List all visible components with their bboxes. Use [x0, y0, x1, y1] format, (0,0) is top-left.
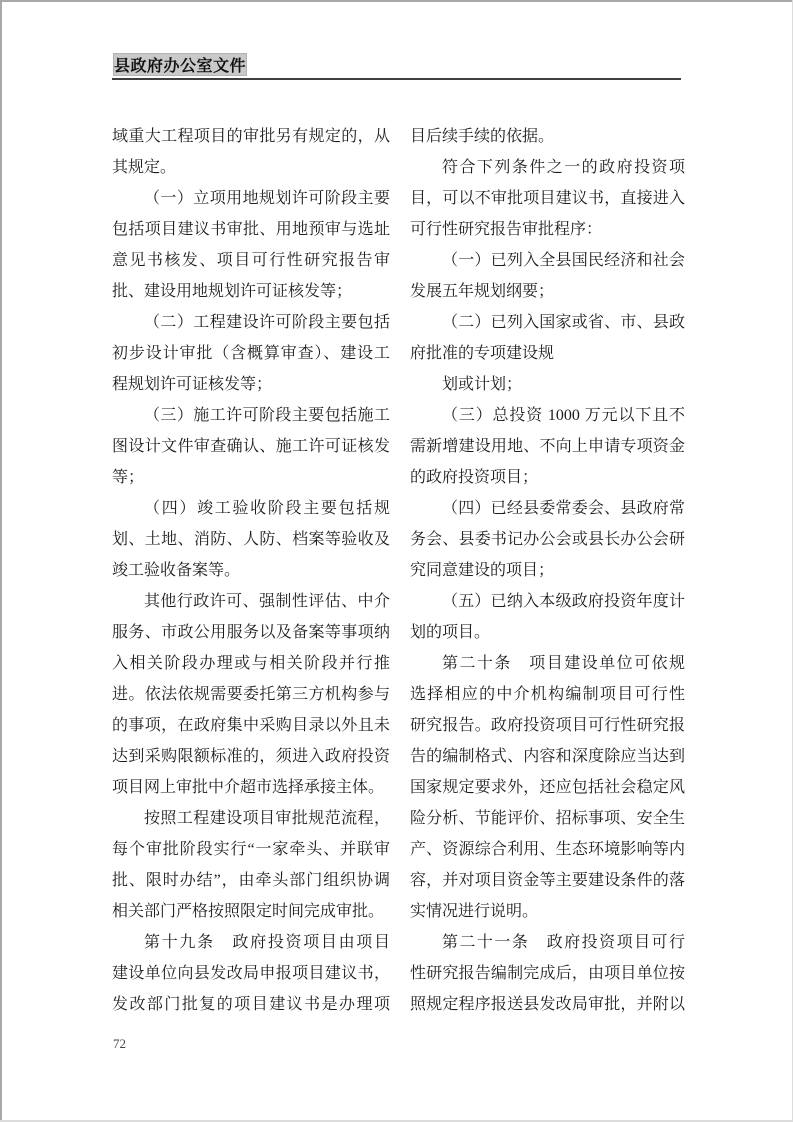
text-line: 图设计文件审查确认、施工许可证核发: [112, 438, 390, 455]
header-rule: [112, 78, 681, 80]
text-line: 包括项目建议书审批、用地预审与选址: [112, 221, 390, 238]
text-line: 批、限时办结”，由牵头部门组织协调: [112, 872, 390, 889]
text-line: （四）竣工验收阶段主要包括规: [144, 500, 390, 517]
left-column: [112, 121, 390, 1020]
text-line: （四）已经县委常委会、县政府常: [442, 500, 685, 517]
text-line: 竣工验收备案等。: [112, 562, 241, 579]
text-line: 建设单位向县发改局申报项目建议书，: [112, 965, 390, 982]
text-line: 选择相应的中介机构编制项目可行性: [410, 686, 685, 703]
text-line: 第二十条 项目建设单位可依规: [442, 655, 685, 672]
text-line: 研究报告。政府投资项目可行性研究报: [410, 717, 685, 734]
text-line: 第二十一条 政府投资项目可行: [442, 934, 685, 951]
text-line: 意见书核发、项目可行性研究报告审: [112, 252, 390, 269]
scan-edge-left: [0, 0, 2, 1122]
page-number: 72: [113, 1036, 126, 1051]
text-line: （二）工程建设许可阶段主要包括: [144, 314, 390, 331]
text-line: 的政府投资项目；: [410, 469, 539, 486]
text-line: （一）立项用地规划许可阶段主要: [144, 190, 390, 207]
text-line: 初步设计审批（含概算审查）、建设工: [112, 345, 390, 362]
text-line: （一）已列入全县国民经济和社会: [442, 252, 685, 269]
text-line: 产、资源综合利用、生态环境影响等内: [410, 841, 685, 858]
text-line: 发展五年规划纲要；: [410, 283, 555, 300]
text-line: 划或计划；: [442, 376, 523, 393]
text-line: 域重大工程项目的审批另有规定的，从: [112, 128, 390, 145]
text-line: 府批准的专项建设规: [410, 345, 555, 362]
right-column: [410, 121, 685, 1020]
text-line: 批、建设用地规划许可证核发等；: [112, 283, 353, 300]
text-line: 每个审批阶段实行“一家牵头、并联审: [112, 841, 390, 858]
scan-edge-top: [0, 0, 793, 2]
text-line: 告的编制格式、内容和深度除应当达到: [410, 748, 685, 765]
text-line: 险分析、节能评价、招标事项、安全生: [410, 810, 685, 827]
text-line: 入相关阶段办理或与相关阶段并行推: [112, 655, 390, 672]
text-line: 需新增建设用地、不向上申请专项资金: [410, 438, 685, 455]
text-line: 划的项目。: [410, 624, 491, 641]
text-line: 发改部门批复的项目建议书是办理项: [112, 996, 390, 1013]
text-line: 项目网上审批中介超市选择承接主体。: [112, 779, 385, 796]
text-line: 第十九条 政府投资项目由项目: [144, 934, 390, 951]
text-line: （三）总投资 1000 万元以下且不: [442, 407, 685, 424]
text-line: 究同意建设的项目；: [410, 562, 555, 579]
text-line: 国家规定要求外，还应包括社会稳定风: [410, 779, 685, 796]
text-line: （五）已纳入本级政府投资年度计: [442, 593, 685, 610]
text-line: 照规定程序报送县发改局审批，并附以: [410, 996, 685, 1013]
text-line: 程规划许可证核发等；: [112, 376, 273, 393]
text-line: 符合下列条件之一的政府投资项: [442, 159, 685, 176]
text-line: 的事项，在政府集中采购目录以外且未: [112, 717, 390, 734]
text-line: 可行性研究报告审批程序：: [410, 221, 603, 238]
text-line: 按照工程建设项目审批规范流程，: [144, 810, 390, 827]
text-line: 实情况进行说明。: [410, 903, 539, 920]
text-line: 其规定。: [112, 159, 177, 176]
text-line: 相关部门严格按照限定时间完成审批。: [112, 903, 385, 920]
document-header-label: 县政府办公室文件: [114, 58, 247, 75]
text-line: 划、土地、消防、人防、档案等验收及: [112, 531, 390, 548]
text-columns: [112, 121, 685, 1020]
text-line: 服务、市政公用服务以及备案等事项纳: [112, 624, 390, 641]
text-line: 目，可以不审批项目建议书，直接进入: [410, 190, 685, 207]
text-line: 性研究报告编制完成后，由项目单位按: [410, 965, 685, 982]
text-line: 务会、县委书记办公会或县长办公会研: [410, 531, 685, 548]
text-line: 其他行政许可、强制性评估、中介: [144, 593, 390, 610]
text-line: 进。依法依规需要委托第三方机构参与: [112, 686, 390, 703]
text-line: （三）施工许可阶段主要包括施工: [144, 407, 390, 424]
text-line: 等；: [112, 469, 145, 486]
document-header-box: [113, 53, 247, 76]
text-line: 达到采购限额标准的，须进入政府投资: [112, 748, 390, 765]
text-line: 容，并对项目资金等主要建设条件的落: [410, 872, 685, 889]
text-line: 目后续手续的依据。: [410, 128, 555, 145]
text-line: （二）已列入国家或省、市、县政: [442, 314, 685, 331]
